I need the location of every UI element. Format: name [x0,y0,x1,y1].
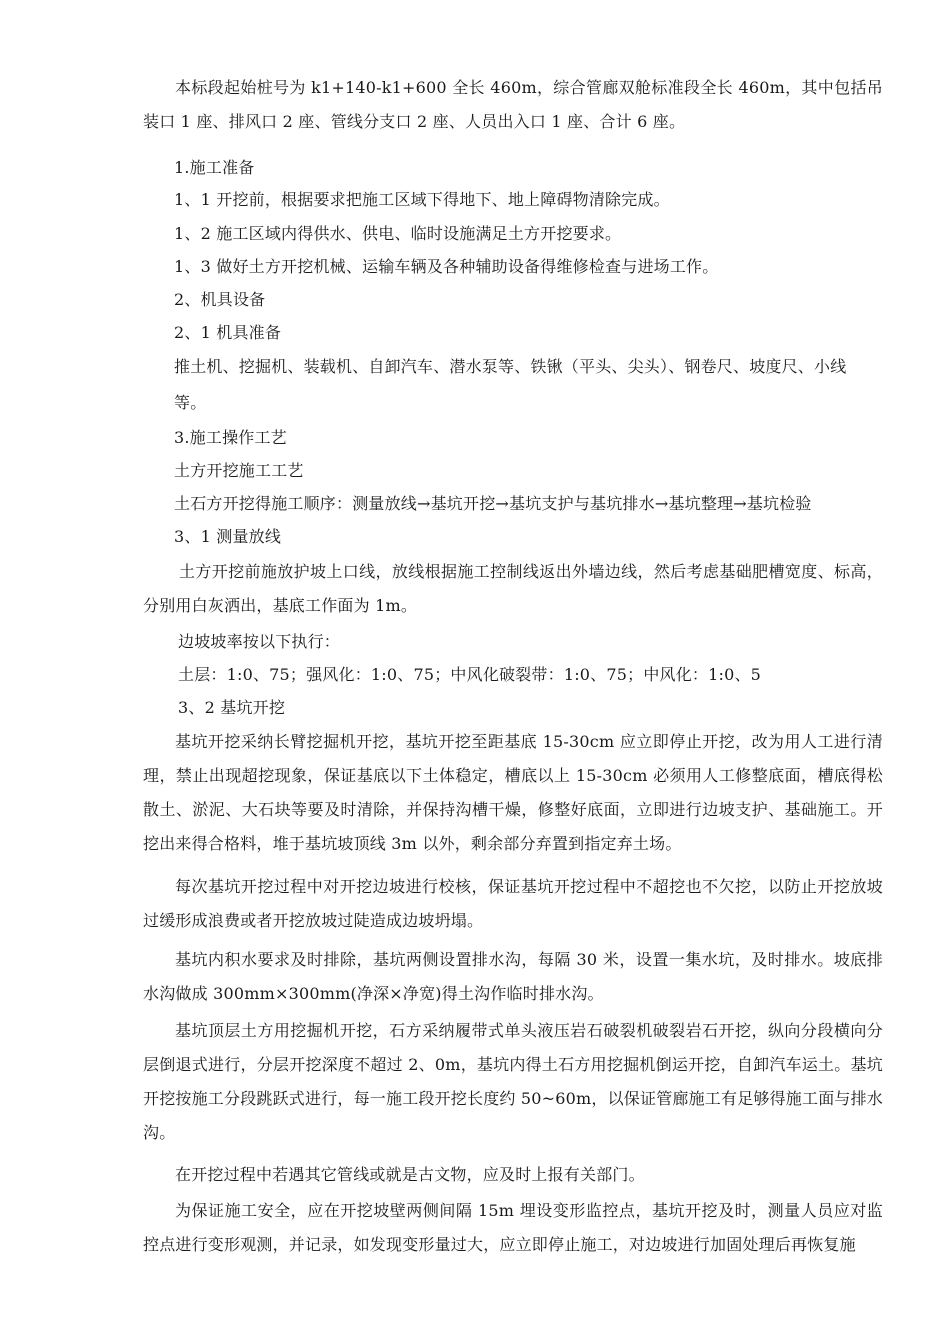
section-1-2-text: 1、2 施工区域内得供水、供电、临时设施满足土方开挖要求。 [174,224,622,243]
section-3-subheading: 土方开挖施工工艺 [174,461,304,480]
section-1-3-text: 1、3 做好土方开挖机械、运输车辆及各种辅助设备得维修检查与进场工作。 [174,257,719,276]
excavation-paragraph-2: 每次基坑开挖过程中对开挖边坡进行校核，保证基坑开挖过程中不超挖也不欠挖，以防止开挖放坡过缓形成浪费或者开挖放坡过陡造成边坡坍塌。 [143,877,883,930]
excavation-paragraph-5: 在开挖过程中若遇其它管线或就是古文物，应及时上报有关部门。 [175,1165,645,1184]
section-3-2-heading: 3、2 基坑开挖 [178,698,286,717]
section-2-1-equipment-end: 等。 [174,393,207,412]
section-3-1-heading: 3、1 测量放线 [174,527,282,546]
excavation-paragraph-4: 基坑顶层土方用挖掘机开挖，石方采纳履带式单头液压岩石破裂机破裂岩石开挖，纵向分段横向分层倒退式进行，分层开挖深度不超过 2、0m，基坑内得土石方用挖掘机倒运开挖，自卸汽车运土。基坑开挖按施工分段跳跃式进行，每一施工段开挖长度约 50~60m，以保证管廊施工有足够得施工面与排水沟。 [143,1021,883,1142]
section-2-1-heading: 2、1 机具准备 [174,323,282,342]
section-3-heading: 3.施工操作工艺 [174,428,287,447]
section-3-sequence: 土石方开挖得施工顺序：测量放线→基坑开挖→基坑支护与基坑排水→基坑整理→基坑检验 [174,494,812,513]
section-1-1-text: 1、1 开挖前，根据要求把施工区域下得地下、地上障碍物清除完成。 [174,190,670,209]
section-1-heading: 1.施工准备 [174,158,255,177]
excavation-paragraph-6: 为保证施工安全，应在开挖坡壁两侧间隔 15m 埋设变形监控点，基坑开挖及时，测量人员应对监控点进行变形观测，并记录，如发现变形量过大，应立即停止施工，对边坡进行加固处理后再恢复施 [143,1201,883,1254]
excavation-paragraph-1: 基坑开挖采纳长臂挖掘机开挖，基坑开挖至距基底 15-30cm 应立即停止开挖，改为用人工进行清理，禁止出现超挖现象，保证基底以下土体稳定，槽底以上 15-30cm 必须用人工修整底面，槽底得松散土、淤泥、大石块等要及时清除，并保持沟槽干燥，修整好底面，立即进行边坡支护、基础施工。开挖出来得合格料，堆于基坑坡顶线 3m 以外，剩余部分弃置到指定弃土场。 [143,732,883,853]
section-2-1-equipment-line: 推土机、挖掘机、装载机、自卸汽车、潜水泵等、铁锹（平头、尖头）、钢卷尺、坡度尺、小线 [174,357,847,376]
excavation-paragraph-3: 基坑内积水要求及时排除，基坑两侧设置排水沟，每隔 30 米，设置一集水坑，及时排水。坡底排水沟做成 300mm×300mm(净深×净宽)得土沟作临时排水沟。 [143,950,883,1003]
intro-paragraph: 本标段起始桩号为 k1+140-k1+600 全长 460m，综合管廊双舱标准段全长 460m，其中包括吊装口 1 座、排风口 2 座、管线分支口 2 座、人员出入口 1 座、合计 6 座。 [143,78,883,131]
slope-ratio-values: 土层：1:0、75；强风化：1:0、75；中风化破裂带：1:0、75；中风化：1:0、5 [178,665,762,684]
slope-ratio-title: 边坡坡率按以下执行： [178,632,341,651]
section-3-1-paragraph: 土方开挖前施放护坡上口线，放线根据施工控制线返出外墙边线，然后考虑基础肥槽宽度、标高，分别用白灰洒出，基底工作面为 1m。 [143,562,883,615]
section-2-heading: 2、机具设备 [174,290,266,309]
